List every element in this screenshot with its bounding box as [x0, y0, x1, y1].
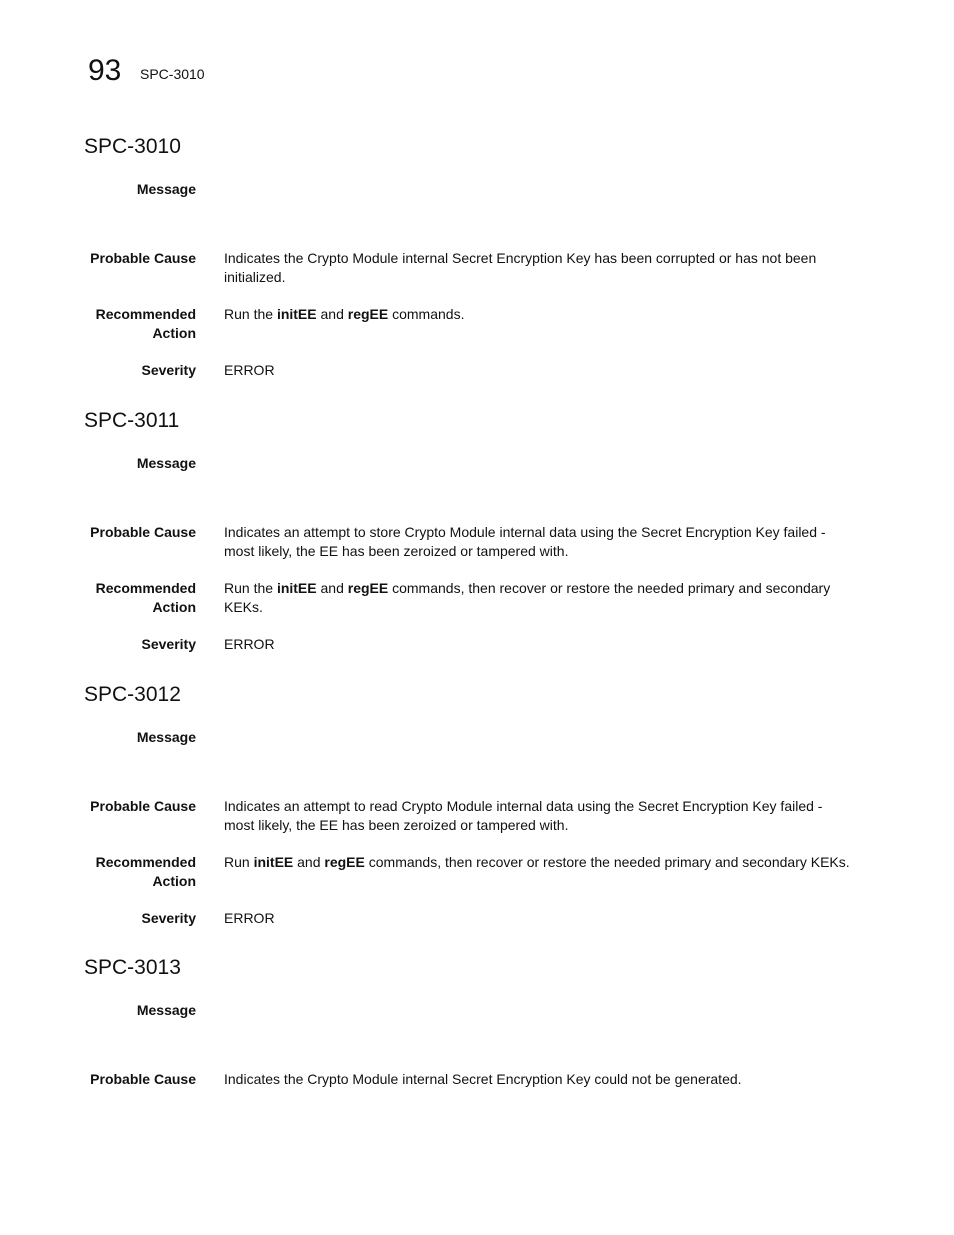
cause-line: most likely, the EE has been zeroized or tampered with. [224, 817, 569, 833]
action-text: commands, then recover or restore the needed primary and secondary [388, 580, 831, 596]
severity-label: Severity [141, 362, 196, 378]
action-line [224, 853, 874, 872]
entry-title: SPC-3012 [84, 683, 181, 706]
message-label: Message [136, 1002, 196, 1018]
label-line: Recommended [95, 580, 196, 596]
severity-label: Severity [141, 636, 196, 652]
recommended-action-text [224, 305, 874, 324]
severity-value: ERROR [224, 636, 275, 652]
label-line: Action [152, 599, 196, 615]
probable-cause-label: Probable Cause [90, 798, 196, 814]
cause-line: Indicates an attempt to store Crypto Module internal data using the Secret Encryption Key failed - [224, 524, 826, 540]
command-initee: initEE [253, 854, 294, 870]
action-line: KEKs. [224, 599, 263, 615]
command-initee: initEE [276, 306, 317, 322]
action-text: and [316, 306, 348, 322]
command-regee: regEE [347, 580, 389, 596]
entry-title: SPC-3013 [84, 956, 181, 979]
page-number: 93 [88, 54, 122, 87]
recommended-action-label [66, 853, 196, 891]
probable-cause-text [224, 249, 874, 287]
severity-value: ERROR [224, 362, 275, 378]
label-line: Recommended [95, 306, 196, 322]
command-regee: regEE [347, 306, 389, 322]
probable-cause-label: Probable Cause [90, 1071, 196, 1087]
command-regee: regEE [324, 854, 365, 870]
probable-cause-label: Probable Cause [90, 250, 196, 266]
recommended-action-text [224, 579, 874, 617]
label-line: Recommended [95, 854, 196, 870]
action-line [224, 305, 874, 324]
cause-line: Indicates the Crypto Module internal Secret Encryption Key has been corrupted or has not been [224, 250, 817, 266]
entry-title: SPC-3010 [84, 135, 181, 158]
action-text: and [293, 854, 325, 870]
severity-value: ERROR [224, 910, 275, 926]
probable-cause-text [224, 1070, 874, 1089]
action-text: Run the [224, 306, 277, 322]
command-initee: initEE [276, 580, 317, 596]
cause-line: Indicates an attempt to read Crypto Module internal data using the Secret Encryption Key failed - [224, 798, 823, 814]
severity-label: Severity [141, 910, 196, 926]
label-line: Action [152, 873, 196, 889]
probable-cause-text [224, 797, 874, 835]
cause-line: most likely, the EE has been zeroized or tampered with. [224, 543, 569, 559]
recommended-action-label [66, 305, 196, 343]
action-text: Run [224, 854, 254, 870]
running-head: SPC-3010 [140, 66, 205, 82]
cause-line: Indicates the Crypto Module internal Secret Encryption Key could not be generated. [224, 1071, 742, 1087]
message-label: Message [136, 181, 196, 197]
probable-cause-text [224, 523, 874, 561]
cause-line: initialized. [224, 269, 286, 285]
message-label: Message [136, 455, 196, 471]
probable-cause-label: Probable Cause [90, 524, 196, 540]
entry-title: SPC-3011 [84, 409, 180, 432]
message-label: Message [136, 729, 196, 745]
action-text: Run the [224, 580, 277, 596]
action-text: commands. [388, 306, 465, 322]
recommended-action-text [224, 853, 874, 872]
action-text: and [316, 580, 348, 596]
action-text: commands, then recover or restore the needed primary and secondary KEKs. [364, 854, 850, 870]
action-line [224, 579, 874, 598]
recommended-action-label [66, 579, 196, 617]
label-line: Action [152, 325, 196, 341]
